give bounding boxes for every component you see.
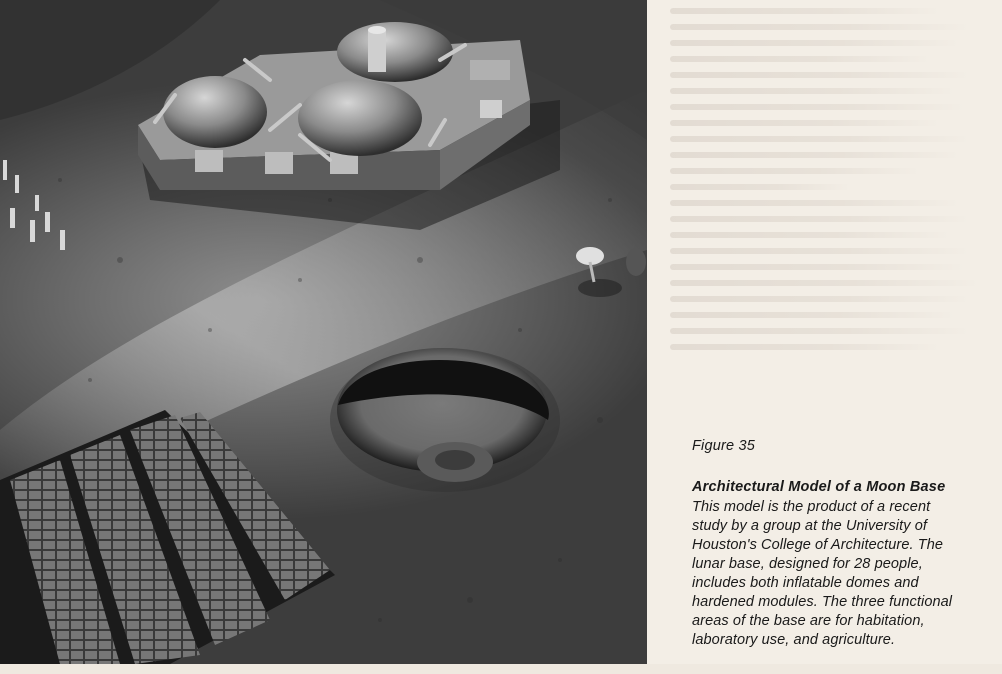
caption-line: This model is the product of a recent [692,499,931,515]
page-bottom-margin [0,664,1002,674]
figure-label: Figure 35 [692,438,756,454]
figure-caption [692,438,996,650]
bleed-through-text [650,0,1002,440]
caption-line: includes both inflatable domes and [692,575,919,591]
caption-line: areas of the base are for habitation, [692,613,925,629]
caption-line: laboratory use, and agriculture. [692,632,896,648]
caption-line: study by a group at the University of [692,518,928,534]
caption-line: lunar base, designed for 28 people, [692,556,923,572]
crater [330,348,560,492]
figure-description [692,498,996,650]
caption-line: hardened modules. The three functional [692,594,953,610]
caption-line: Houston's College of Architecture. The [692,537,944,553]
antenna-posts [3,160,65,250]
figure-title: Architectural Model of a Moon Base [692,479,946,495]
